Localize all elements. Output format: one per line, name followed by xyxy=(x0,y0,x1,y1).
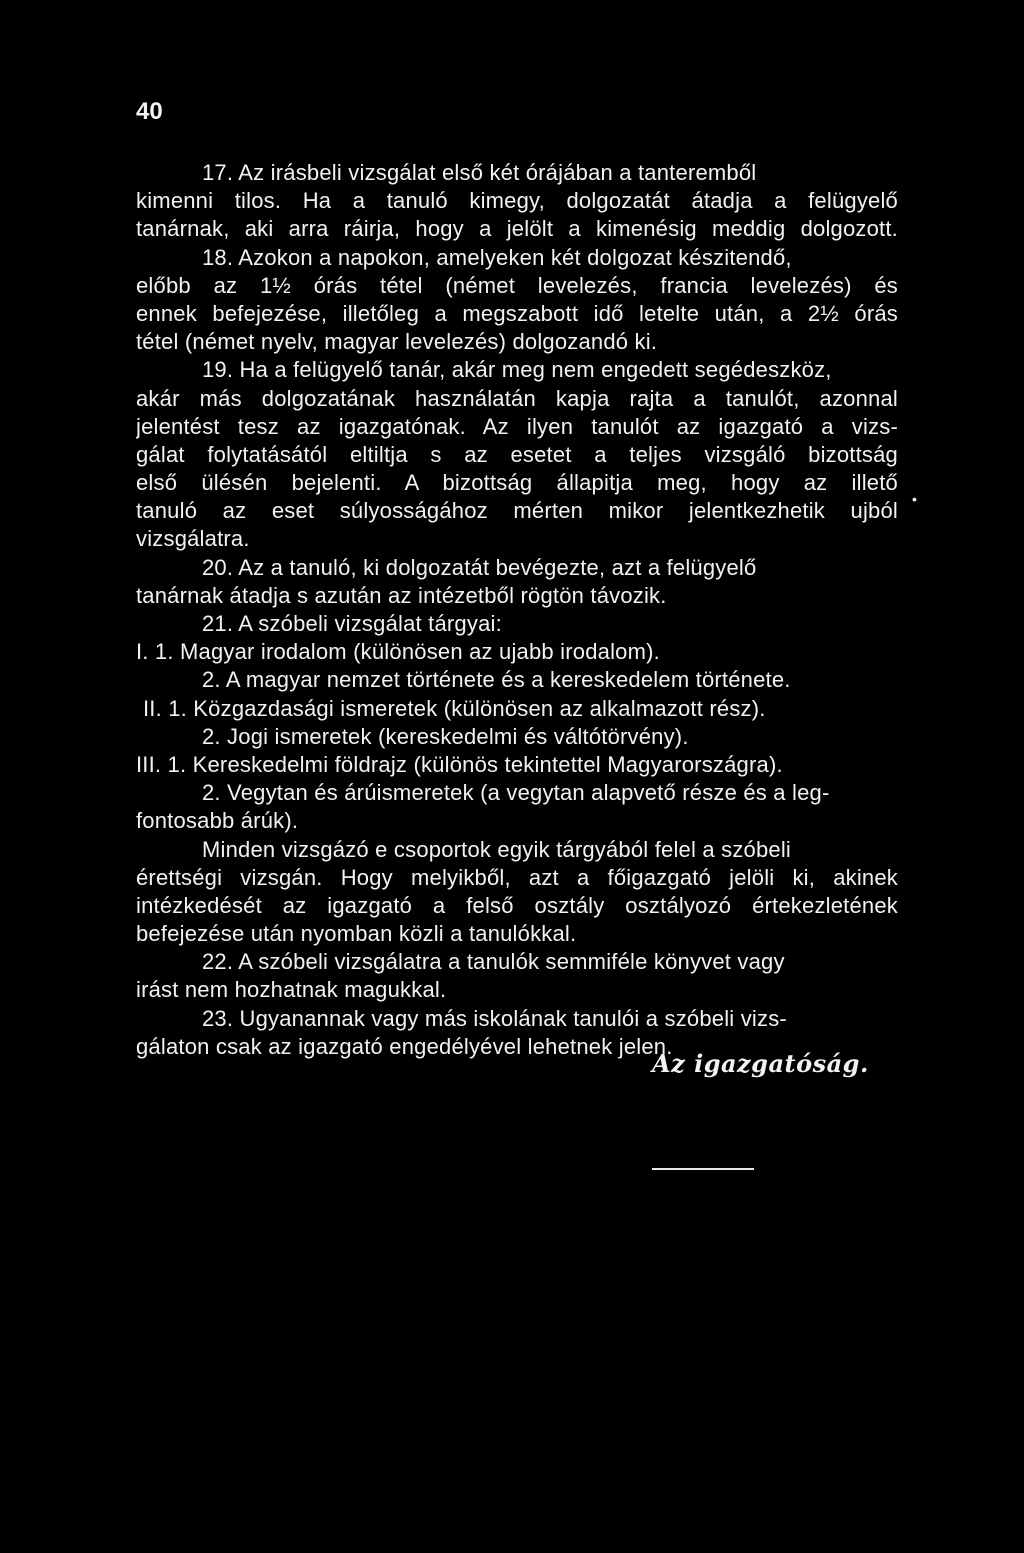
text-line: irást nem hozhatnak magukkal. xyxy=(136,977,447,1003)
text-line: tanárnak, aki arra ráirja, hogy a jelölt a kimenésig meddig dolgozott. xyxy=(136,216,898,242)
text-line: 17. Az irásbeli vizsgálat első két órájában a tanteremből xyxy=(202,160,757,185)
text-line: akár más dolgozatának használatán kapja rajta a tanulót, azonnal xyxy=(136,385,898,411)
print-speck: • xyxy=(912,491,917,507)
text-line: 22. A szóbeli vizsgálatra a tanulók semmiféle könyvet vagy xyxy=(202,949,785,975)
text-line: tétel (német nyelv, magyar levelezés) dolgozandó ki. xyxy=(136,329,658,355)
text-line: érettségi vizsgán. Hogy melyikből, azt a főigazgató jelöli ki, akinek xyxy=(136,864,898,890)
text-line: 20. Az a tanuló, ki dolgozatát bevégezte, azt a felügyelő xyxy=(202,554,757,580)
text-line: II. 1. Közgazdasági ismeretek (különösen az alkalmazott rész). xyxy=(143,695,766,721)
text-line: intézkedését az igazgató a felső osztály osztályozó értekezletének xyxy=(136,892,898,918)
text-line: 18. Azokon a napokon, amelyeken két dolgozat készitendő, xyxy=(202,244,792,270)
text-line: tanuló az eset súlyosságához mérten mikor jelentkezhetik ujból xyxy=(136,498,898,524)
text-line: tanárnak átadja s azután az intézetből rögtön távozik. xyxy=(136,582,667,608)
text-line: első ülésén bejelenti. A bizottság állapitja meg, hogy az illető xyxy=(136,470,898,496)
document-body xyxy=(136,159,898,1061)
text-line: fontosabb árúk). xyxy=(136,808,299,834)
text-line: kimenni tilos. Ha a tanuló kimegy, dolgozatát átadja a felügyelő xyxy=(136,188,898,214)
text-line: előbb az 1½ órás tétel (német levelezés, francia levelezés) és xyxy=(136,272,898,298)
signature: Az igazgatóság. xyxy=(652,1049,869,1078)
text-line: 21. A szóbeli vizsgálat tárgyai: xyxy=(202,611,502,636)
text-line: III. 1. Kereskedelmi földrajz (különös tekintettel Magyarországra). xyxy=(136,751,783,777)
text-line: 2. A magyar nemzet története és a kereskedelem története. xyxy=(202,667,791,693)
text-line: 19. Ha a felügyelő tanár, akár meg nem engedett segédeszköz, xyxy=(202,357,832,383)
text-line: befejezése után nyomban közli a tanulókkal. xyxy=(136,921,577,947)
text-line: vizsgálatra. xyxy=(136,526,250,552)
text-line: jelentést tesz az igazgatónak. Az ilyen tanulót az igazgató a vizs- xyxy=(136,413,898,439)
text-line: ennek befejezése, illetőleg a megszabott idő letelte után, a 2½ órás xyxy=(136,300,898,326)
text-line: 2. Vegytan és árúismeretek (a vegytan alapvető része és a leg- xyxy=(202,780,830,806)
text-line: Minden vizsgázó e csoportok egyik tárgyából felel a szóbeli xyxy=(202,836,791,862)
text-line: 23. Ugyanannak vagy más iskolának tanulói a szóbeli vizs- xyxy=(202,1005,787,1031)
text-line: 2. Jogi ismeretek (kereskedelmi és váltótörvény). xyxy=(202,723,689,749)
text-line: I. 1. Magyar irodalom (különösen az ujabb irodalom). xyxy=(136,639,660,665)
separator-rule xyxy=(652,1168,754,1170)
text-line: gálat folytatásától eltiltja s az esetet a teljes vizsgáló bizottság xyxy=(136,441,898,467)
page-number: 40 xyxy=(136,98,163,125)
text-line: gálaton csak az igazgató engedélyével lehetnek jelen. xyxy=(136,1033,673,1059)
